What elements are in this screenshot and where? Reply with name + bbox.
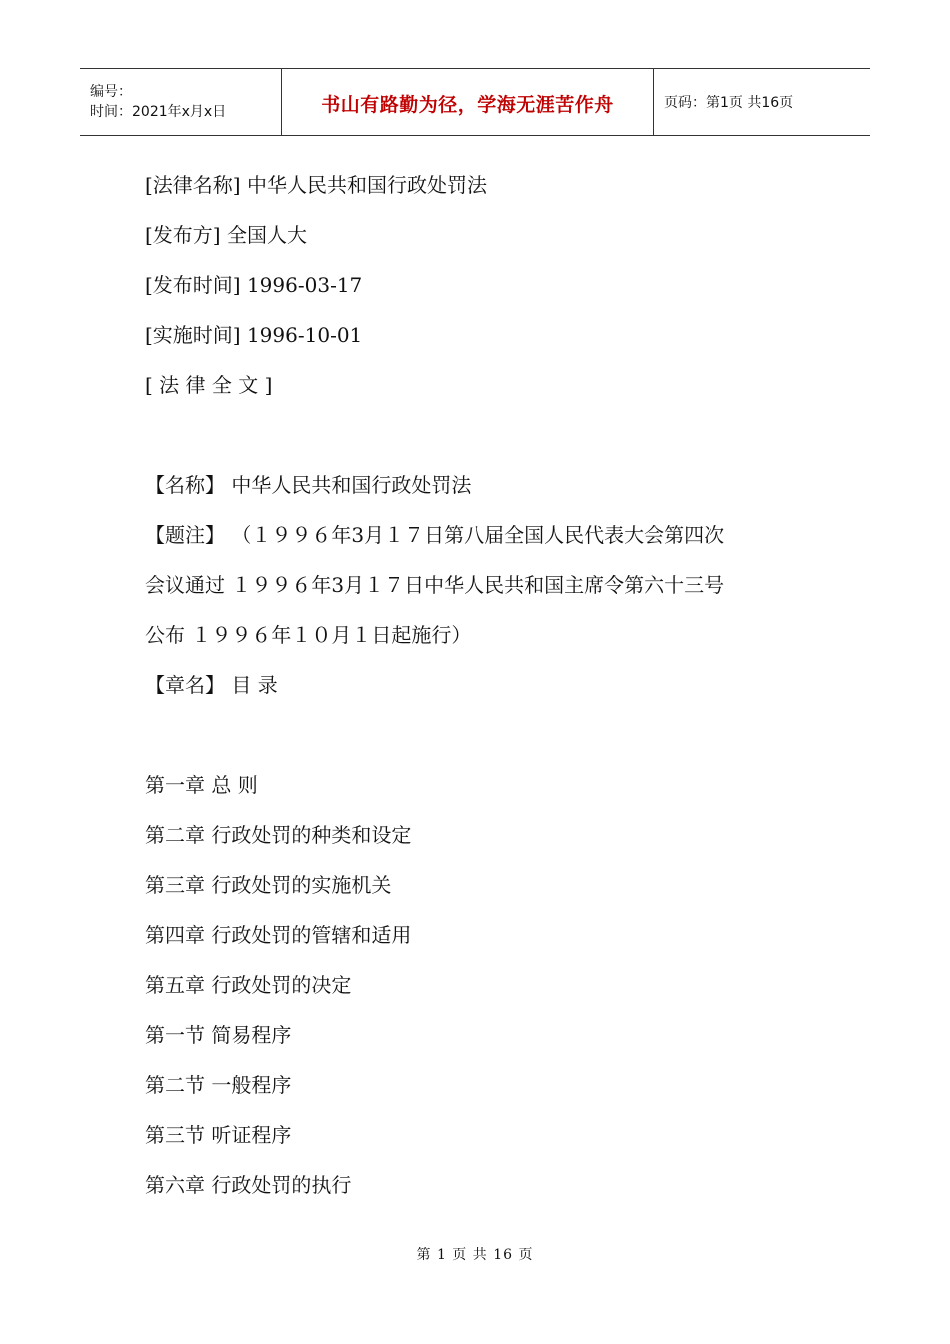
document-body [145,160,825,1210]
text-line: 【题注】 （１９９６年3月１７日第八届全国人民代表大会第四次 [145,523,725,547]
header-page-info [654,69,870,135]
text-line: [发布时间] 1996-03-17 [145,273,363,297]
motto-text: 书山有路勤为径，学海无涯苦作舟 [321,93,614,116]
text-line: [实施时间] 1996-10-01 [145,323,363,347]
text-line: 第六章 行政处罚的执行 [145,1173,352,1197]
text-line: 第一章 总 则 [145,773,258,797]
blank-line [145,410,825,460]
blank-line [145,710,825,760]
number-label: 编号： [90,84,132,100]
text-line: 第四章 行政处罚的管辖和适用 [145,923,412,947]
header-meta [80,69,282,135]
text-line: 第二章 行政处罚的种类和设定 [145,823,412,847]
text-line: 第三节 听证程序 [145,1123,292,1147]
text-line: 第一节 简易程序 [145,1023,292,1047]
page-header [80,68,870,136]
page-footer: 第 1 页 共 16 页 [416,1247,534,1263]
text-line: 公布 １９９６年１０月１日起施行） [145,623,472,647]
header-motto [282,69,654,135]
text-line: 【名称】 中华人民共和国行政处罚法 [145,473,472,497]
time-line: 时间：2021年x月x日 [90,104,227,120]
text-line: 会议通过 １９９６年3月１７日中华人民共和国主席令第六十三号 [145,573,725,597]
text-line: 第三章 行政处罚的实施机关 [145,873,392,897]
text-line: 第二节 一般程序 [145,1073,292,1097]
text-line: [法律名称] 中华人民共和国行政处罚法 [145,173,487,197]
text-line: [发布方] 全国人大 [145,223,307,247]
text-line: [ 法 律 全 文 ] [145,373,273,397]
page-info-text: 页码：第1页 共16页 [664,95,794,111]
text-line: 【章名】 目 录 [145,673,278,697]
text-line: 第五章 行政处罚的决定 [145,973,352,997]
